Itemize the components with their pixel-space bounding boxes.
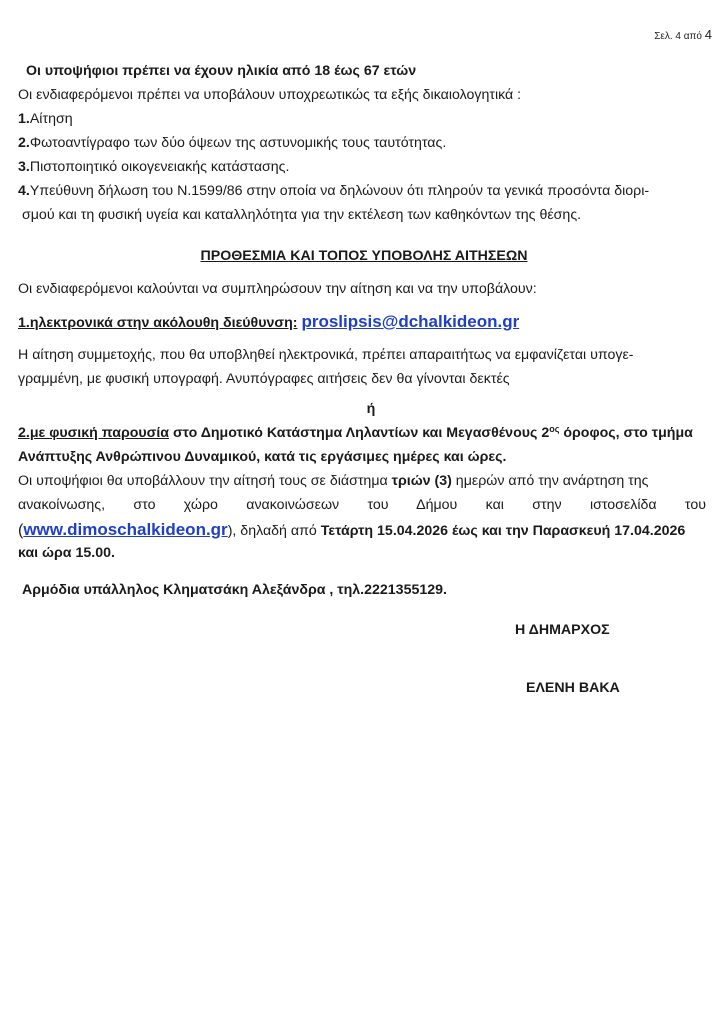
deadline-line4: και ώρα 15.00.: [18, 545, 115, 561]
deadline-line3: (www.dimoschalkideon.gr), δηλαδή από Τετάρτη 15.04.2026 έως και την Παρασκευή 17.04.2026: [18, 520, 686, 539]
option-electronic: [18, 311, 706, 333]
signature-name: ΕΛΕΝΗ ΒΑΚΑ: [526, 680, 620, 696]
option-in-person-line2: Ανάπτυξης Ανθρώπινου Δυναμικού, κατά τις εργάσιμες ημέρες και ώρες.: [18, 449, 507, 465]
section-title: ΠΡΟΘΕΣΜΙΑ ΚΑΙ ΤΟΠΟΣ ΥΠΟΒΟΛΗΣ ΑΙΤΗΣΕΩΝ: [200, 248, 528, 264]
document-item: 1.Αίτηση: [18, 111, 73, 127]
electronic-note-line1: Η αίτηση συμμετοχής, που θα υποβληθεί ηλεκτρονικά, πρέπει απαραιτήτως να εμφανίζεται υπογε-: [18, 347, 634, 363]
document-item-continuation: σμού και τη φυσική υγεία και καταλληλότητα για την εκτέλεση των καθηκόντων της θέσης.: [22, 207, 582, 223]
document-item: 3.Πιστοποιητικό οικογενειακής κατάστασης.: [18, 159, 290, 175]
document-item: 2.Φωτοαντίγραφο των δύο όψεων της αστυνομικής τους ταυτότητας.: [18, 135, 447, 151]
documents-intro: Οι ενδιαφερόμενοι πρέπει να υποβάλουν υποχρεωτικώς τα εξής δικαιολογητικά :: [18, 87, 522, 103]
deadline-line2: ανακοίνωσης, στο χώρο ανακοινώσεων του Δήμου και στην ιστοσελίδα του: [18, 497, 706, 513]
age-requirement: Οι υποψήφιοι πρέπει να έχουν ηλικία από 18 έως 67 ετών: [26, 63, 417, 79]
signature-title: Η ΔΗΜΑΡΧΟΣ: [515, 622, 610, 638]
website-link[interactable]: www.dimoschalkideon.gr: [23, 520, 228, 539]
option-in-person: 2.με φυσική παρουσία στο Δημοτικό Κατάστημα Ληλαντίων και Μεγασθένους $2^{o\varsigma}$ όροφος, στο τμήμα: [18, 424, 693, 441]
contact-info: Αρμόδια υπάλληλος Κληματσάκη Αλεξάνδρα , τηλ.2221355129.: [22, 582, 447, 598]
or-separator: ή: [366, 401, 376, 417]
deadline-line1: Οι υποψήφιοι θα υποβάλλουν την αίτησή τους σε διάστημα τριών (3) ημερών από την ανάρτηση της: [18, 473, 649, 489]
electronic-note-line2: γραμμένη, με φυσική υπογραφή. Ανυπόγραφες αιτήσεις δεν θα γίνονται δεκτές: [18, 371, 510, 387]
email-link[interactable]: proslipsis@dchalkideon.gr: [301, 312, 520, 331]
document-item: 4.Υπεύθυνη δήλωση του Ν.1599/86 στην οποία να δηλώνουν ότι πληρούν τα γενικά προσόντα διορι-: [18, 183, 650, 199]
page-number: Σελ. 4 από 4: [654, 27, 712, 42]
option-electronic-label: 1.ηλεκτρονικά στην ακόλουθη διεύθυνση:: [18, 315, 298, 331]
submission-invite: Οι ενδιαφερόμενοι καλούνται να συμπληρώσουν την αίτηση και να την υποβάλουν:: [18, 281, 537, 297]
option-in-person-label: 2.με φυσική παρουσία: [18, 425, 170, 441]
